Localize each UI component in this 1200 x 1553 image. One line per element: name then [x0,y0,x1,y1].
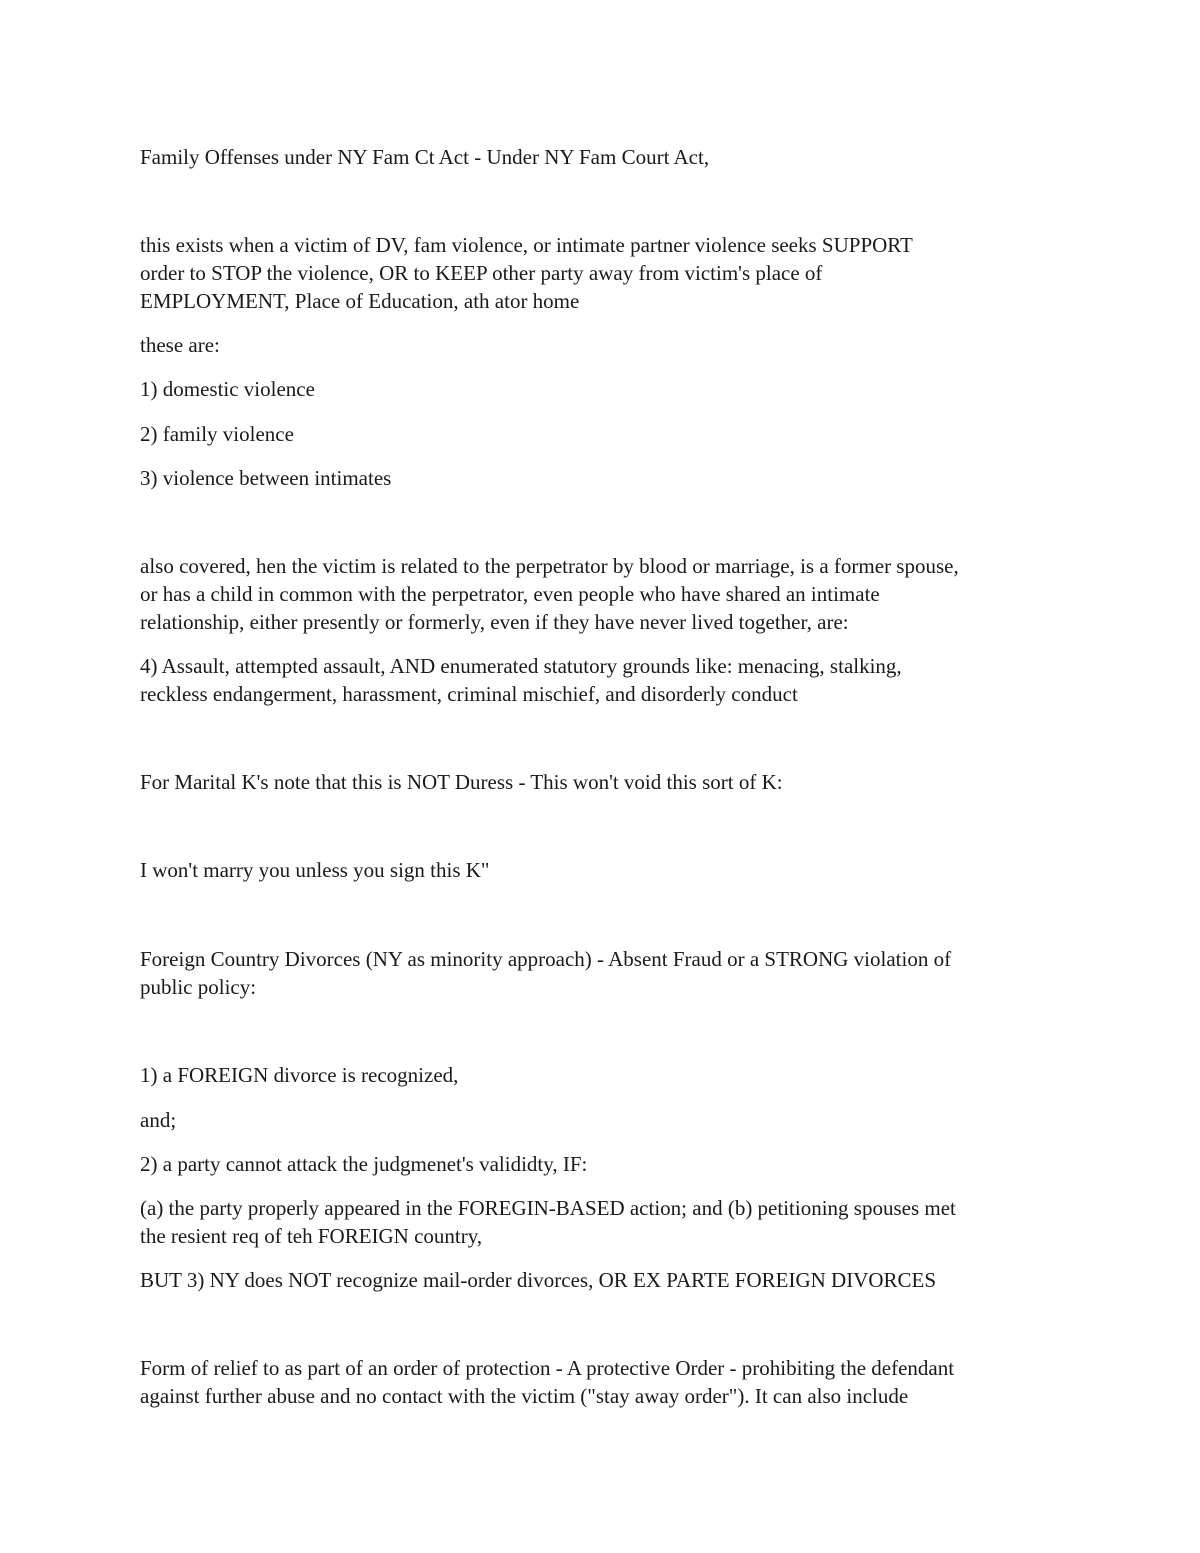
also-covered-paragraph-line-3: relationship, either presently or formerly, even if they have never lived together, are: [140,610,849,634]
list-item-violence-between-intimates: 3) violence between intimates [140,466,392,490]
list-item-assault-line-2: reckless endangerment, harassment, criminal mischief, and disorderly conduct [140,682,798,706]
foreign-divorces-heading-line-2: public policy: [140,975,257,999]
victim-support-paragraph-line-3: EMPLOYMENT, Place of Education, ath ator home [140,289,580,313]
marriage-quote: I won't marry you unless you sign this K" [140,858,490,882]
marital-duress-heading: For Marital K's note that this is NOT Duress - This won't void this sort of K: [140,770,783,794]
foreign-divorces-heading-line-1: Foreign Country Divorces (NY as minority approach) - Absent Fraud or a STRONG violation of [140,947,952,971]
victim-support-paragraph-line-1: this exists when a victim of DV, fam violence, or intimate partner violence seeks SUPPORT [140,233,913,257]
list-item-assault-line-1: 4) Assault, attempted assault, AND enumerated statutory grounds like: menacing, stalking, [140,654,902,678]
list-item-domestic-violence: 1) domestic violence [140,377,315,401]
foreign-item-not-recognized: BUT 3) NY does NOT recognize mail-order divorces, OR EX PARTE FOREIGN DIVORCES [140,1268,937,1292]
order-of-protection-paragraph-line-2: against further abuse and no contact with the victim ("stay away order"). It can also include [140,1384,909,1408]
family-offenses-heading: Family Offenses under NY Fam Ct Act - Under NY Fam Court Act, [140,145,710,169]
also-covered-paragraph-line-2: or has a child in common with the perpetrator, even people who have shared an intimate [140,582,880,606]
foreign-item-recognized: 1) a FOREIGN divorce is recognized, [140,1063,459,1087]
order-of-protection-paragraph-line-1: Form of relief to as part of an order of protection - A protective Order - prohibiting the defendant [140,1356,955,1380]
also-covered-paragraph-line-1: also covered, hen the victim is related to the perpetrator by blood or marriage, is a former spouse, [140,554,959,578]
list-item-family-violence: 2) family violence [140,422,294,446]
these-are-label: these are: [140,333,220,357]
foreign-and-connector: and; [140,1108,177,1132]
foreign-conditions-line-2: the resient req of teh FOREIGN country, [140,1224,483,1248]
foreign-conditions-line-1: (a) the party properly appeared in the FOREGIN-BASED action; and (b) petitioning spouses met [140,1196,956,1220]
foreign-item-cannot-attack: 2) a party cannot attack the judgmenet's valididty, IF: [140,1152,588,1176]
victim-support-paragraph-line-2: order to STOP the violence, OR to KEEP other party away from victim's place of [140,261,823,285]
